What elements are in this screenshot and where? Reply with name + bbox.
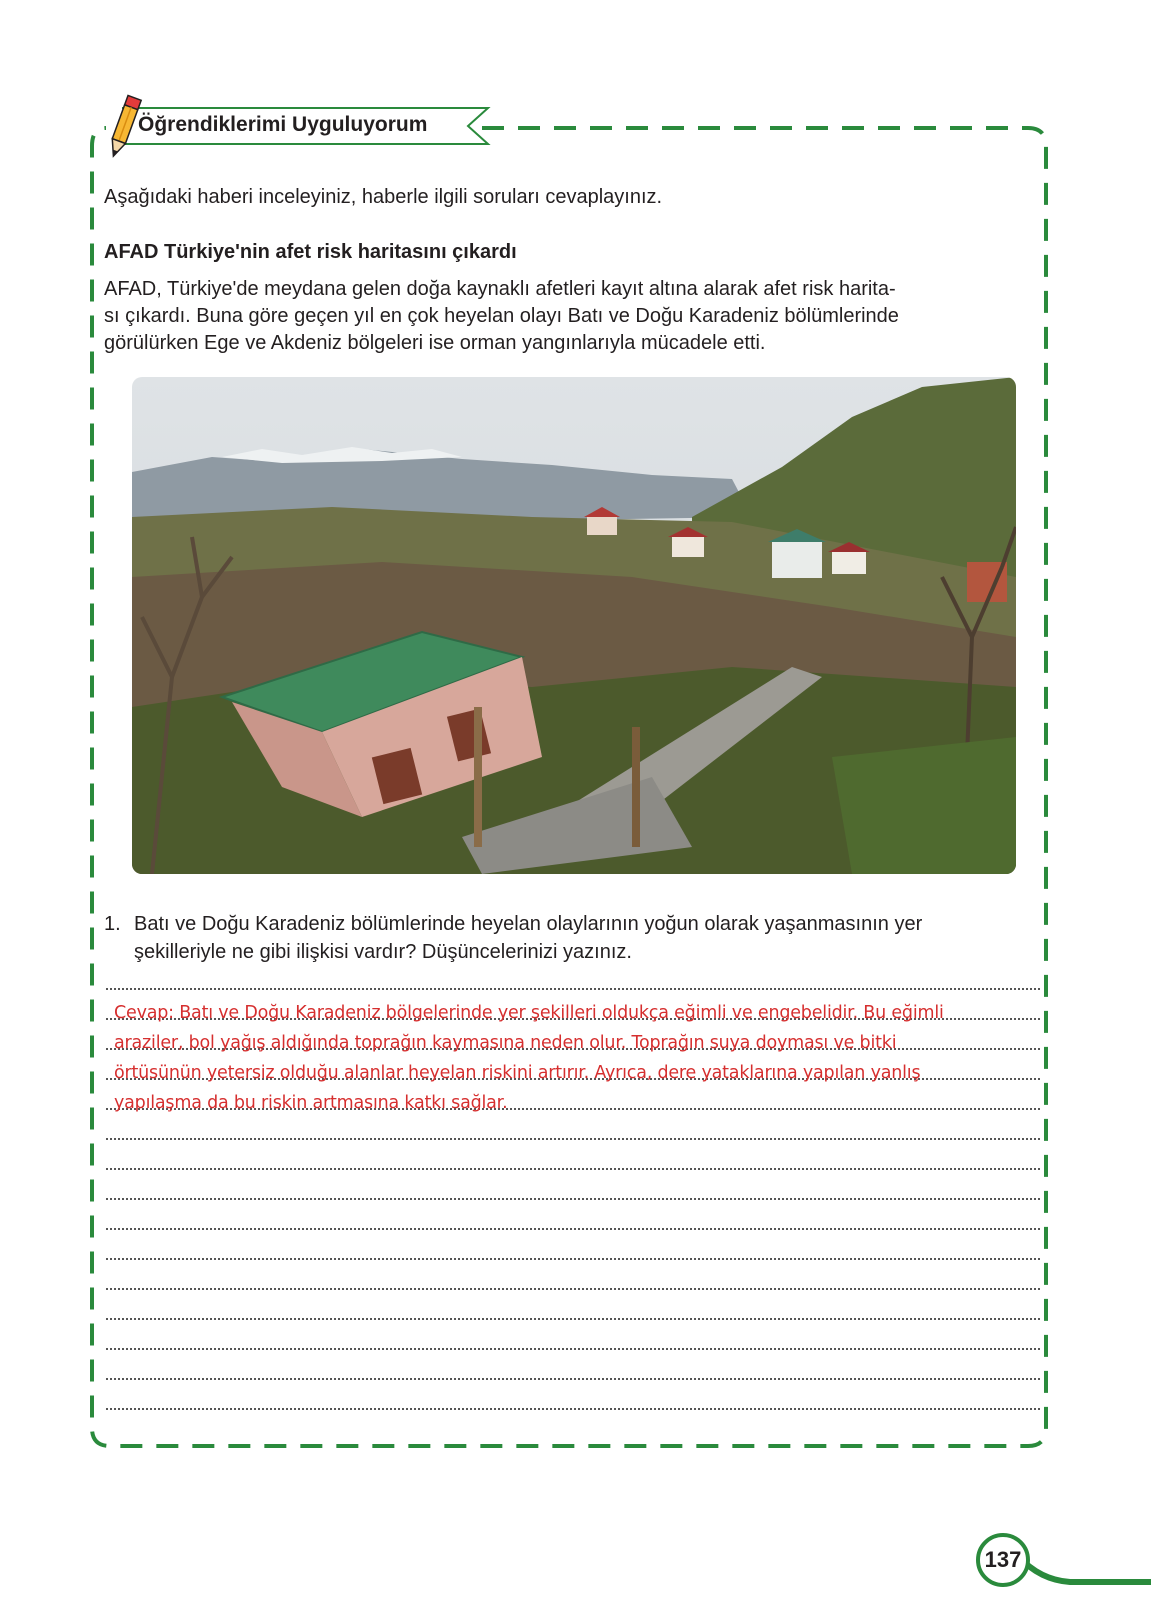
answer-line	[106, 1318, 1040, 1320]
question-1	[104, 910, 1024, 966]
answer-line	[106, 1258, 1040, 1260]
news-body-line: AFAD, Türkiye'de meydana gelen doğa kaynaklı afetleri kayıt altına alarak afet risk harita-	[104, 278, 896, 300]
question-line: Batı ve Doğu Karadeniz bölümlerinde heyelan olaylarının yoğun olarak yaşanmasının yer	[134, 913, 923, 935]
answer-text-line: Cevap: Batı ve Doğu Karadeniz bölgelerinde yer şekilleri oldukça eğimli ve engebelidir. Bu eğimli	[114, 1003, 944, 1023]
news-body-line: görülürken Ege ve Akdeniz bölgeleri ise orman yangınlarıyla mücadele etti.	[104, 332, 766, 354]
header-tab	[138, 108, 427, 142]
answer-line	[106, 1168, 1040, 1170]
answer-text-line: örtüsünün yetersiz olduğu alanlar heyelan riskini artırır. Ayrıca, dere yataklarına yapılan yanlış	[114, 1063, 921, 1083]
answer-line	[106, 1288, 1040, 1290]
answer-line	[106, 1348, 1040, 1350]
question-line: şekilleriyle ne gibi ilişkisi vardır? Düşüncelerinizi yazınız.	[134, 941, 632, 963]
header-title: Öğrendiklerimi Uyguluyorum	[138, 113, 428, 136]
page-number: 137	[976, 1533, 1030, 1587]
answer-line	[106, 988, 1040, 990]
news-body	[104, 276, 1009, 357]
answer-line	[106, 1378, 1040, 1380]
answer-line	[106, 1198, 1040, 1200]
question-number: 1.	[104, 913, 121, 935]
news-body-line: sı çıkardı. Buna göre geçen yıl en çok heyelan olayı Batı ve Doğu Karadeniz bölümlerinde	[104, 305, 899, 327]
news-title: AFAD Türkiye'nin afet risk haritasını çıkardı	[104, 241, 517, 263]
answer-line	[106, 1408, 1040, 1410]
answer-line	[106, 1138, 1040, 1140]
answer-text	[114, 998, 1064, 1118]
landslide-photo	[132, 377, 1016, 874]
instruction-text: Aşağıdaki haberi inceleyiniz, haberle ilgili soruları cevaplayınız.	[104, 186, 663, 208]
answer-text-line: araziler, bol yağış aldığında toprağın kaymasına neden olur. Toprağın suya doyması ve bitki	[114, 1033, 897, 1053]
answer-line	[106, 1228, 1040, 1230]
pencil-icon	[104, 92, 144, 162]
answer-text-line: yapılaşma da bu riskin artmasına katkı sağlar.	[114, 1093, 508, 1113]
